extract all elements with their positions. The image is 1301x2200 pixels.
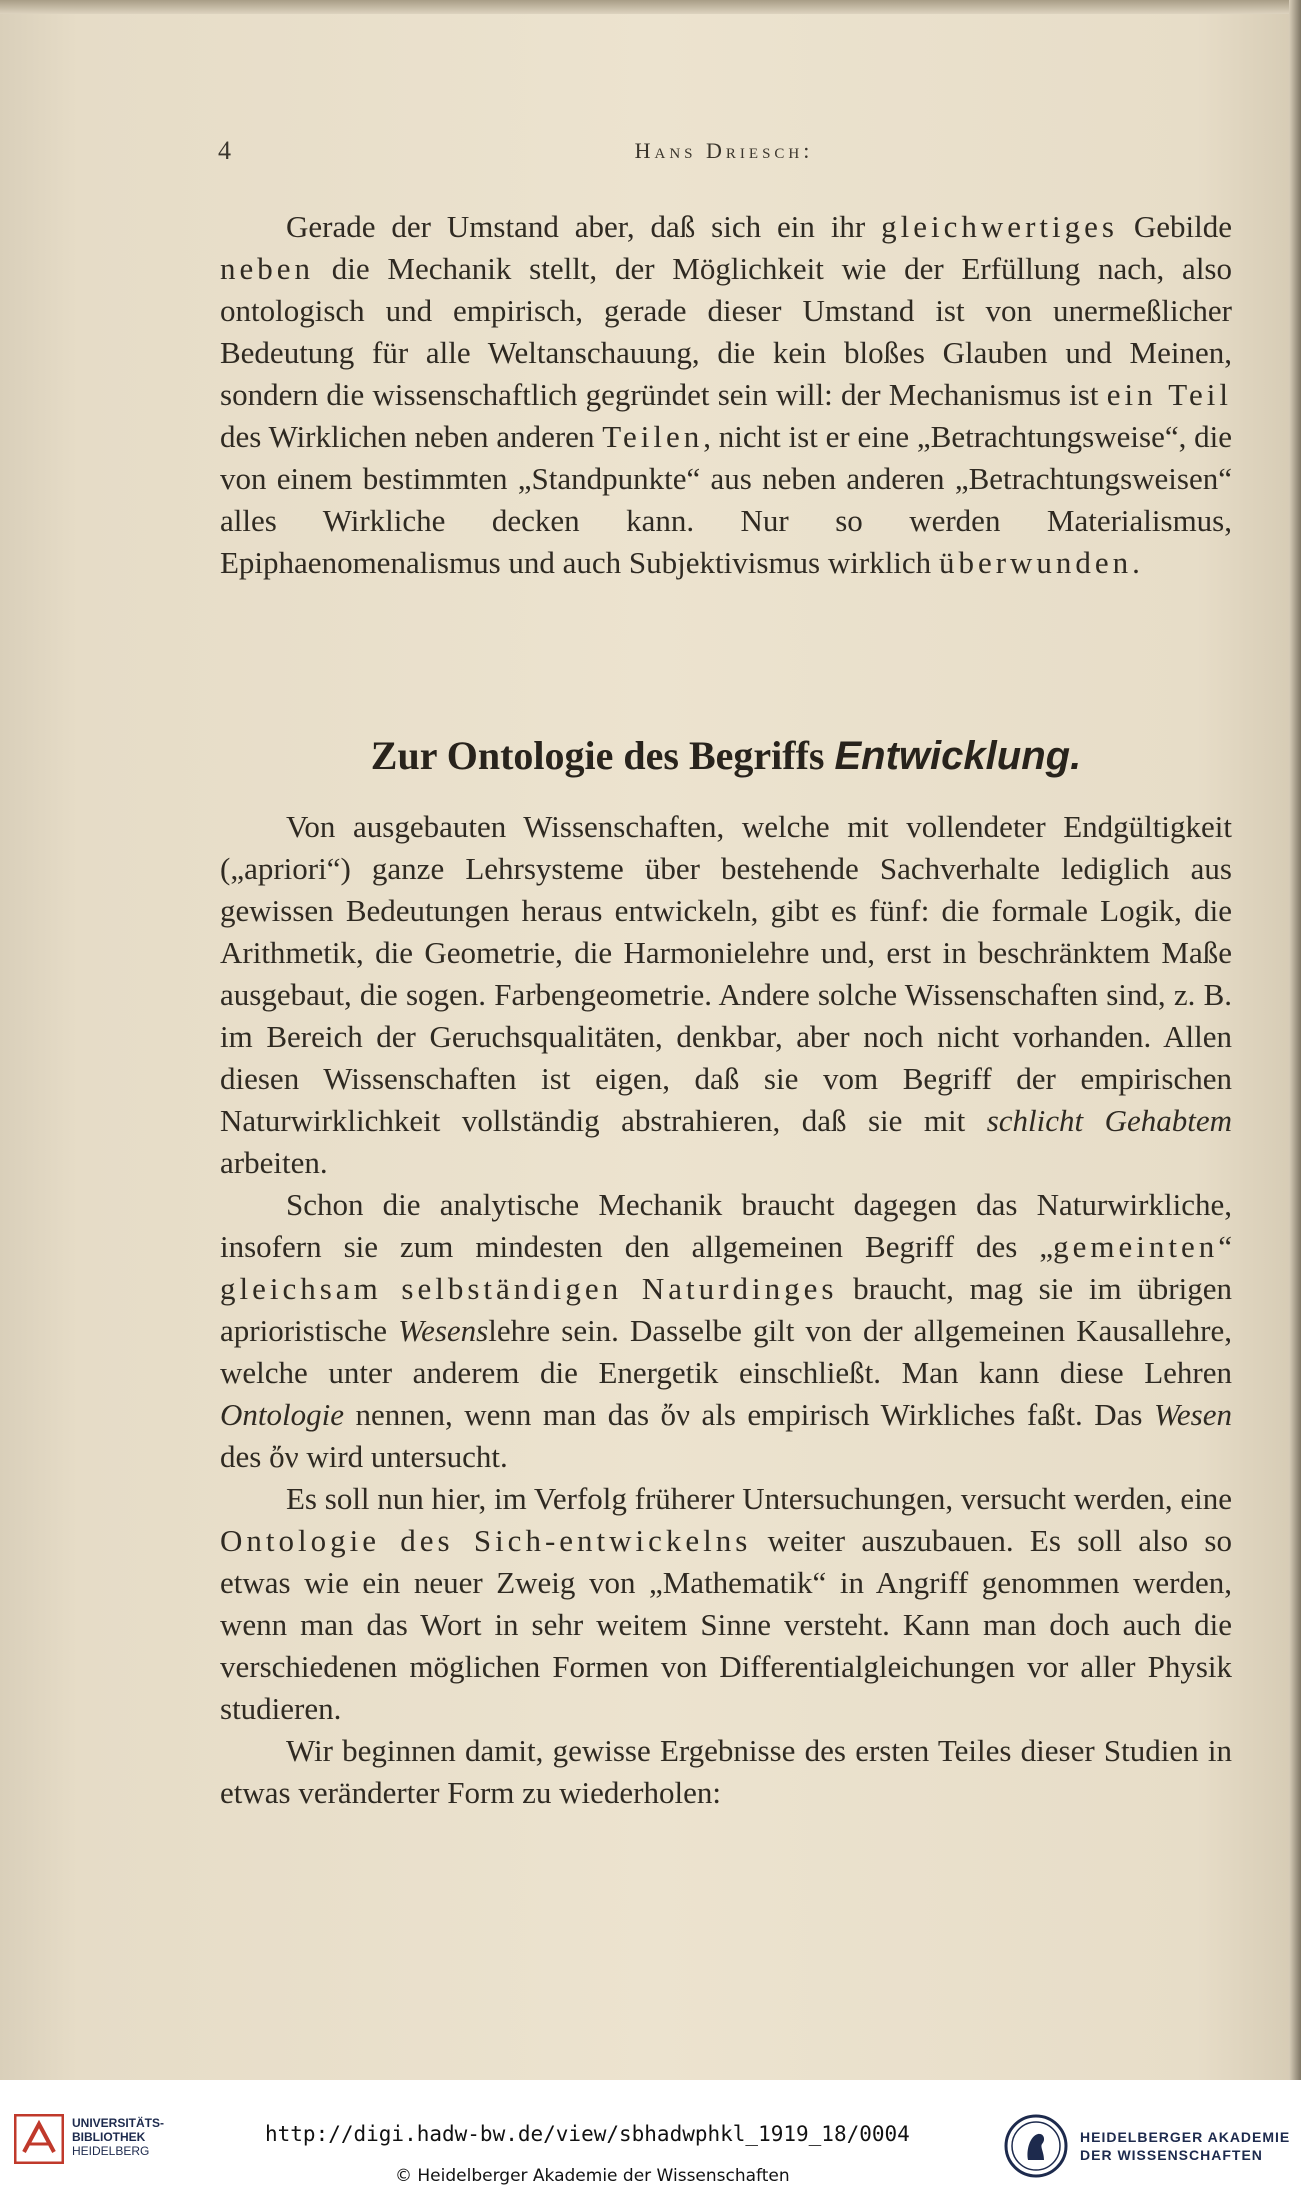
heading-emphasis: Entwicklung.	[834, 734, 1082, 778]
paragraph: Wir beginnen damit, gewisse Ergebnisse des ersten Teiles dieser Studien in etwas veränderter Form zu wiederholen:	[220, 1733, 1232, 1810]
scan-edge-right	[1289, 0, 1301, 2080]
copyright-notice: © Heidelberger Akademie der Wissenschaften	[395, 2166, 790, 2186]
running-head: Hans Driesch:	[634, 138, 814, 163]
academy-name: HEIDELBERGER AKADEMIE DER WISSENSCHAFTEN	[1080, 2129, 1291, 2163]
library-logo-icon	[14, 2114, 64, 2164]
page-number: 4	[218, 136, 231, 165]
academy-logo[interactable]	[1004, 2114, 1294, 2184]
page-header	[218, 136, 1230, 176]
text-block-top	[220, 206, 1232, 584]
academy-seal-icon	[1004, 2114, 1068, 2178]
paragraph: Schon die analytische Mechanik braucht dagegen das Naturwirkliche, insofern sie zum mindesten den allgemeinen Begriff des „gemeinten“ gleichsam selbständigen Naturdinges braucht, mag sie im übrigen aprioristische Wesenslehre sein. Dasselbe gilt von der allgemeinen Kausallehre, welche unter anderem die Energetik einschließt. Man kann diese Lehren Ontologie nennen, wenn man das ὄν als empirisch Wirkliches faßt. Das Wesen des ὄν wird untersucht.	[220, 1187, 1232, 1474]
university-library-logo[interactable]	[14, 2114, 174, 2164]
paragraph: Es soll nun hier, im Verfolg früherer Untersuchungen, versucht werden, eine Ontologie des Sich-entwickelns weiter auszubauen. Es soll also so etwas wie ein neuer Zweig von „Mathematik“ in Angriff genommen werden, wenn man das Wort in sehr weitem Sinne versteht. Kann man doch auch die verschiedenen möglichen Formen von Differentialgleichungen vor aller Physik studieren.	[220, 1481, 1232, 1726]
paragraph: Von ausgebauten Wissenschaften, welche mit vollendeter Endgültigkeit („apriori“) ganze Lehrsysteme über bestehende Sachverhalte lediglich aus gewissen Bedeutungen heraus entwickeln, gibt es fünf: die formale Logik, die Arithmetik, die Geometrie, die Harmonielehre und, erst in beschränktem Maße ausgebaut, die sogen. Farbengeometrie. Andere solche Wissenschaften sind, z. B. im Bereich der Geruchsqualitäten, denkbar, aber noch nicht vorhanden. Allen diesen Wissenschaften ist eigen, daß sie vom Begriff der empirischen Naturwirklichkeit vollständig abstrahieren, daß sie mit schlicht Gehabtem arbeiten.	[220, 809, 1232, 1180]
library-name: UNIVERSITÄTS- BIBLIOTHEK HEIDELBERG	[72, 2116, 165, 2158]
text-block-main	[220, 806, 1232, 1814]
paragraph: Gerade der Umstand aber, daß sich ein ihr gleichwertiges Gebilde neben die Mechanik stellt, der Möglichkeit wie der Erfüllung nach, also ontologisch und empirisch, gerade dieser Umstand ist von unermeßlicher Bedeutung für alle Weltanschauung, die kein bloßes Glauben und Meinen, sondern die wissenschaftlich gegründet sein will: der Mechanismus ist ein Teil des Wirklichen neben anderen Teilen, nicht ist er eine „Betrachtungsweise“, die von einem bestimmten „Standpunkte“ aus neben anderen „Betrachtungsweisen“ alles Wirkliche decken kann. Nur so werden Materialismus, Epiphaenomenalismus und auch Subjektivismus wirklich überwunden.	[220, 209, 1232, 580]
scan-edge-top	[0, 0, 1301, 14]
section-heading: Zur Ontologie des Begriffs Entwicklung.	[370, 733, 1082, 778]
document-url-link[interactable]: http://digi.hadw-bw.de/view/sbhadwphkl_1919_18/0004	[265, 2122, 910, 2146]
